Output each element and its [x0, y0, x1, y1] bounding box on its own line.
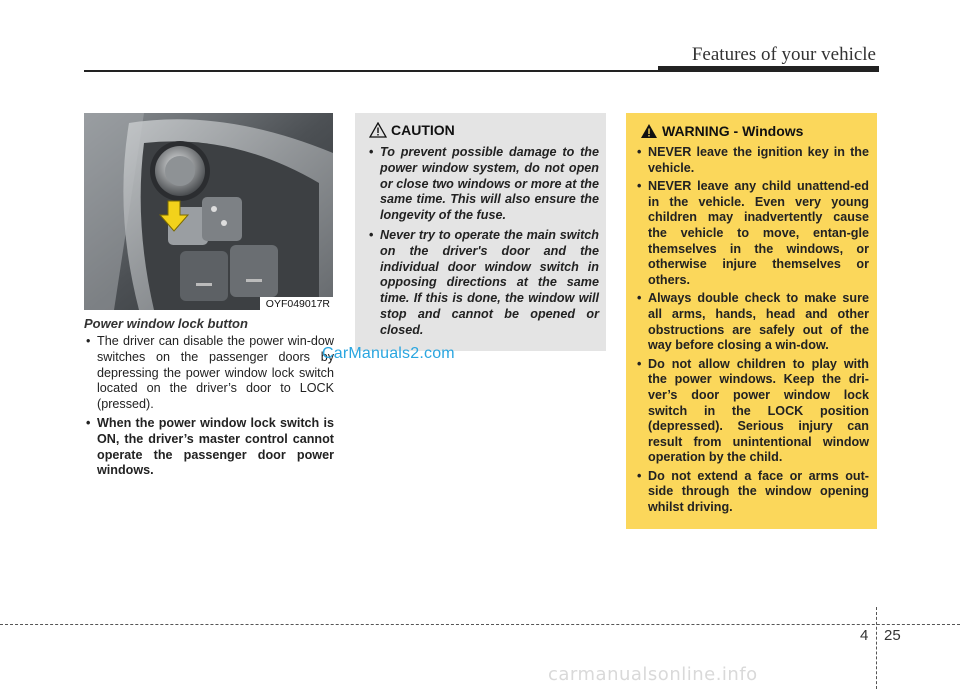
list-item: • To prevent possible damage to the power window system, do not open or close two windows or more at the same time. This will also ensure the longevity of the fuse. — [367, 145, 599, 224]
page-number: 25 — [884, 627, 901, 644]
footer-divider — [876, 607, 877, 689]
body-list — [84, 334, 334, 482]
warning-triangle-icon — [640, 123, 658, 139]
section-title: Features of your vehicle — [691, 44, 876, 65]
list-item: • NEVER leave any child unattend-ed in the vehicle. Even very young children may inadvertently cause the vehicle to move, entan-gle themselves in the windows, or otherwise injure themselves or others. — [635, 179, 869, 288]
site-watermark: carmanualsonline.info — [548, 664, 758, 685]
warning-title: WARNING - Windows — [662, 123, 804, 139]
photo-caption: Power window lock button — [84, 316, 248, 331]
caution-triangle-icon — [369, 122, 387, 138]
warning-list — [635, 145, 869, 519]
caution-title: CAUTION — [391, 122, 455, 138]
photo-code: OYF049017R — [260, 297, 333, 310]
list-item: • Do not allow children to play with the power windows. Keep the dri-ver’s door power window lock switch in the LOCK position (depressed). Serious injury can result from unintentional window operation by the child. — [635, 357, 869, 466]
list-item: • When the power window lock switch is ON, the driver’s master control cannot operate the passenger door power windows. — [84, 416, 334, 479]
footer-rule — [0, 624, 960, 625]
warning-box — [626, 113, 877, 529]
caution-list — [367, 145, 599, 343]
chapter-number: 4 — [860, 627, 869, 644]
power-window-switch-photo — [84, 113, 333, 310]
header-rule-accent — [658, 66, 879, 72]
list-item: • NEVER leave the ignition key in the vehicle. — [635, 145, 869, 176]
watermark-link[interactable]: CarManuals2.com — [322, 345, 455, 362]
list-item: • Do not extend a face or arms out-side through the window opening whilst driving. — [635, 469, 869, 516]
list-item: • The driver can disable the power win-dow switches on the passenger doors by depressing the power window lock switch located on the driver’s door to LOCK (pressed). — [84, 334, 334, 413]
caution-box — [355, 113, 606, 351]
list-item: • Never try to operate the main switch on the driver's door and the individual door window switch in opposing directions at the same time. If this is done, the window will stop and cannot be opened or closed. — [367, 228, 599, 339]
list-item: • Always double check to make sure all arms, hands, head and other obstructions are safely out of the way before closing a win-dow. — [635, 291, 869, 353]
